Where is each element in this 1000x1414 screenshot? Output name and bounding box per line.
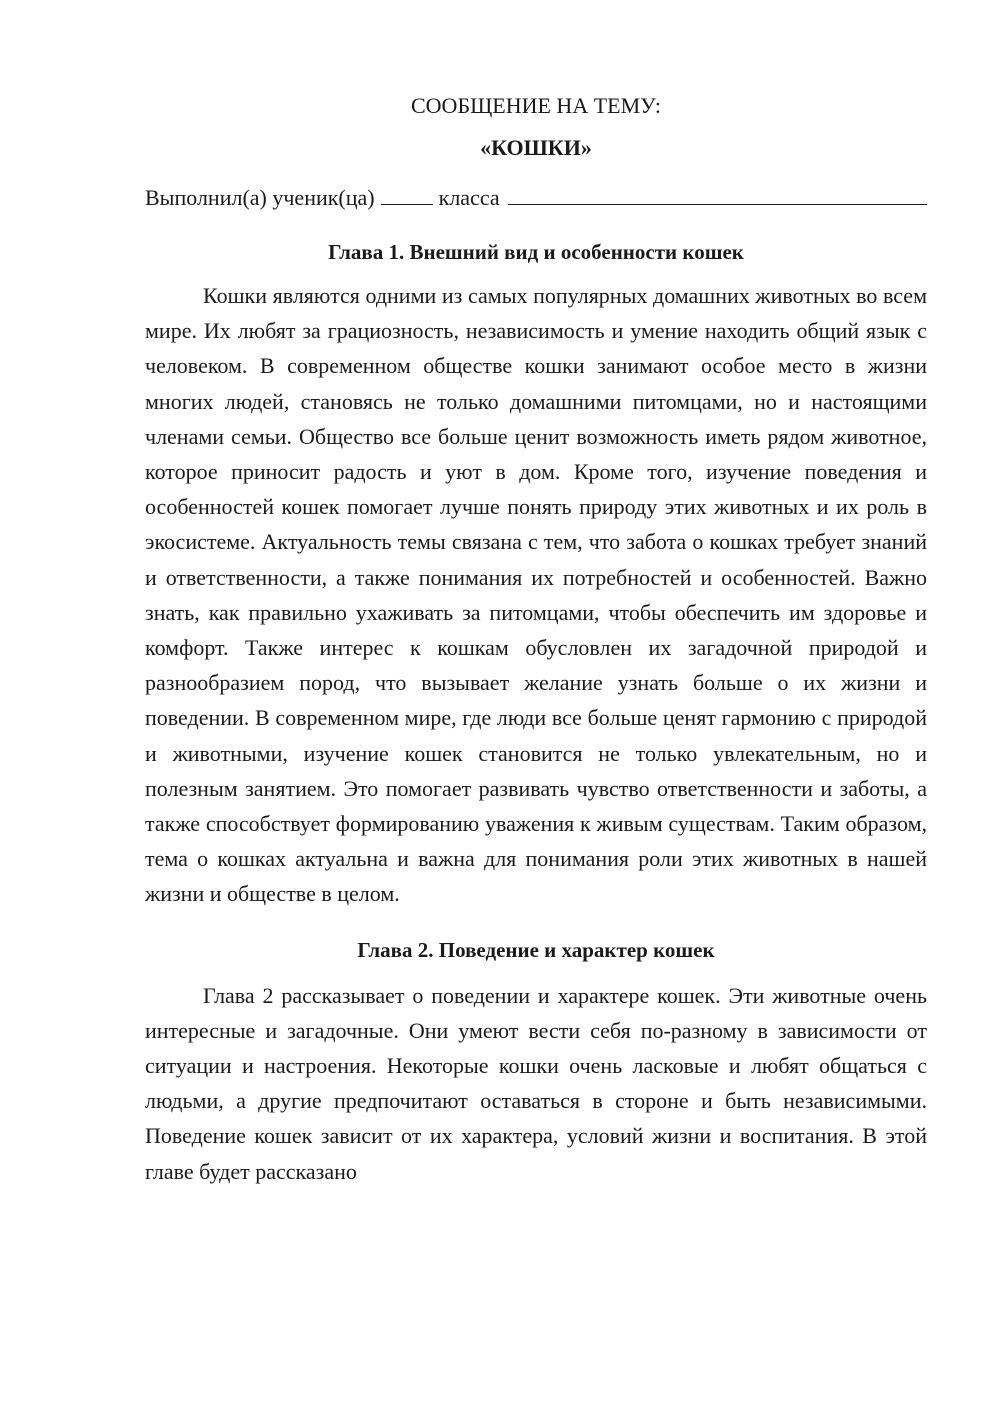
chapter2-heading: Глава 2. Поведение и характер кошек xyxy=(357,937,715,962)
author-class-label: класса xyxy=(438,185,500,210)
document-title: «КОШКИ» xyxy=(480,135,592,160)
document-title-line: СООБЩЕНИЕ НА ТЕМУ: xyxy=(411,93,661,118)
author-prefix: Выполнил(а) ученик(ца) xyxy=(145,185,375,210)
author-line xyxy=(145,184,927,212)
chapter1-heading: Глава 1. Внешний вид и особенности кошек xyxy=(328,240,744,264)
class-number-blank xyxy=(381,184,433,205)
document-page xyxy=(145,92,927,1189)
chapter1-paragraph: Кошки являются одними из самых популярных домашних животных во всем мире. Их любят за грациозность, независимость и умение находить общий язык с человеком. В современном обществе кошки занимают особое место в жизни многих людей, становясь не только домашними питомцами, но и настоящими членами семьи. Общество все больше ценит возможность иметь рядом животное, которое приносит радость и уют в дом. Кроме того, изучение поведения и особенностей кошек помогает лучше понять природу этих животных и их роль в экосистеме. Актуальность темы связана с тем, что забота о кошках требует знаний и ответственности, а также понимания их потребностей и особенностей. Важно знать, как правильно ухаживать за питомцами, чтобы обеспечить им здоровье и комфорт. Также интерес к кошкам обусловлен их загадочной природой и разнообразием пород, что вызывает желание узнать больше о их жизни и поведении. В современном мире, где люди все больше ценят гармонию с природой и животными, изучение кошек становится не только увлекательным, но и полезным занятием. Это помогает развивать чувство ответственности и заботы, а также способствует формированию уважения к живым существам. Таким образом, тема о кошках актуальна и важна для понимания роли этих животных в нашей жизни и обществе в целом. xyxy=(145,283,927,907)
chapter2-paragraph: Глава 2 рассказывает о поведении и характере кошек. Эти животные очень интересные и загадочные. Они умеют вести себя по-разному в зависимости от ситуации и настроения. Некоторые кошки очень ласковые и любят общаться с людьми, а другие предпочитают оставаться в стороне и быть независимыми. Поведение кошек зависит от их характера, условий жизни и воспитания. В этой главе будет рассказано xyxy=(145,982,927,1184)
author-name-blank xyxy=(508,184,927,205)
